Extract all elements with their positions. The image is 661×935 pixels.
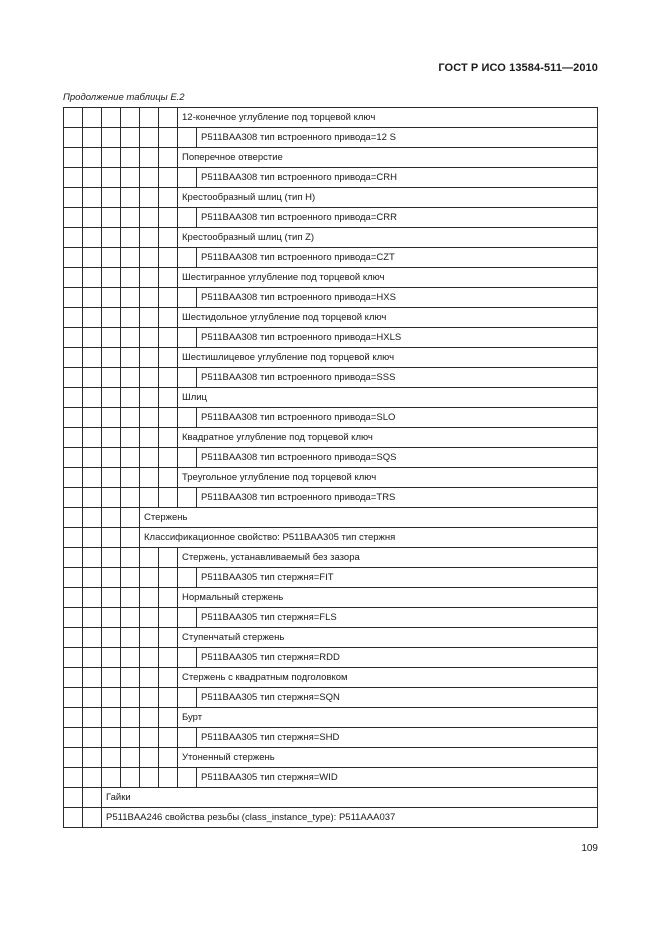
table-row xyxy=(64,408,598,428)
indent-cell xyxy=(121,628,140,648)
indent-cell xyxy=(140,228,159,248)
indent-cell xyxy=(178,328,197,348)
indent-cell xyxy=(159,288,178,308)
indent-cell xyxy=(159,728,178,748)
indent-cell xyxy=(83,628,102,648)
indent-cell xyxy=(178,208,197,228)
indent-cell xyxy=(102,248,121,268)
table-row xyxy=(64,308,598,328)
indent-cell xyxy=(83,488,102,508)
indent-cell xyxy=(121,548,140,568)
indent-cell xyxy=(121,288,140,308)
indent-cell xyxy=(102,188,121,208)
indent-cell xyxy=(83,328,102,348)
indent-cell xyxy=(178,288,197,308)
indent-cell xyxy=(121,468,140,488)
indent-cell xyxy=(159,548,178,568)
table-row xyxy=(64,188,598,208)
indent-cell xyxy=(178,608,197,628)
row-text: Стержень, устанавливаемый без зазора xyxy=(178,548,598,568)
indent-cell xyxy=(102,288,121,308)
indent-cell xyxy=(83,148,102,168)
row-text: P511BAA305 тип стержня=WID xyxy=(197,768,598,788)
row-text: P511BAA305 тип стержня=FIT xyxy=(197,568,598,588)
indent-cell xyxy=(140,428,159,448)
indent-cell xyxy=(121,728,140,748)
row-text: P511BAA308 тип встроенного привода=CRR xyxy=(197,208,598,228)
indent-cell xyxy=(64,268,83,288)
indent-cell xyxy=(64,748,83,768)
indent-cell xyxy=(64,528,83,548)
indent-cell xyxy=(64,648,83,668)
document-header: ГОСТ Р ИСО 13584-511—2010 xyxy=(438,62,598,74)
indent-cell xyxy=(102,168,121,188)
indent-cell xyxy=(178,728,197,748)
classification-table xyxy=(63,107,598,828)
indent-cell xyxy=(102,408,121,428)
indent-cell xyxy=(64,248,83,268)
row-text: P511BAA308 тип встроенного привода=HXS xyxy=(197,288,598,308)
indent-cell xyxy=(102,348,121,368)
table-row xyxy=(64,728,598,748)
indent-cell xyxy=(121,588,140,608)
indent-cell xyxy=(178,248,197,268)
indent-cell xyxy=(121,348,140,368)
indent-cell xyxy=(121,248,140,268)
indent-cell xyxy=(83,348,102,368)
row-text: Утоненный стержень xyxy=(178,748,598,768)
indent-cell xyxy=(83,168,102,188)
indent-cell xyxy=(140,468,159,488)
indent-cell xyxy=(102,528,121,548)
indent-cell xyxy=(159,468,178,488)
indent-cell xyxy=(121,768,140,788)
indent-cell xyxy=(159,688,178,708)
indent-cell xyxy=(159,408,178,428)
indent-cell xyxy=(83,588,102,608)
indent-cell xyxy=(121,168,140,188)
row-text: P511BAA308 тип встроенного привода=SSS xyxy=(197,368,598,388)
indent-cell xyxy=(64,608,83,628)
row-text: P511BAA308 тип встроенного привода=SLO xyxy=(197,408,598,428)
indent-cell xyxy=(83,748,102,768)
indent-cell xyxy=(102,128,121,148)
indent-cell xyxy=(121,748,140,768)
indent-cell xyxy=(64,588,83,608)
indent-cell xyxy=(121,188,140,208)
indent-cell xyxy=(102,548,121,568)
indent-cell xyxy=(102,488,121,508)
row-text: Крестообразный шлиц (тип Z) xyxy=(178,228,598,248)
row-text: Гайки xyxy=(102,788,598,808)
indent-cell xyxy=(83,268,102,288)
indent-cell xyxy=(140,148,159,168)
row-text: Ступенчатый стержень xyxy=(178,628,598,648)
indent-cell xyxy=(121,708,140,728)
indent-cell xyxy=(64,768,83,788)
indent-cell xyxy=(83,788,102,808)
indent-cell xyxy=(178,408,197,428)
indent-cell xyxy=(83,388,102,408)
indent-cell xyxy=(83,288,102,308)
indent-cell xyxy=(83,688,102,708)
row-text: P511BAA305 тип стержня=FLS xyxy=(197,608,598,628)
indent-cell xyxy=(64,808,83,828)
page-number: 109 xyxy=(581,843,598,854)
table-row xyxy=(64,768,598,788)
indent-cell xyxy=(159,128,178,148)
indent-cell xyxy=(159,228,178,248)
indent-cell xyxy=(102,608,121,628)
indent-cell xyxy=(121,108,140,128)
row-text: Шестигранное углубление под торцевой ключ xyxy=(178,268,598,288)
indent-cell xyxy=(64,568,83,588)
indent-cell xyxy=(102,448,121,468)
indent-cell xyxy=(102,688,121,708)
indent-cell xyxy=(83,208,102,228)
table-row xyxy=(64,288,598,308)
indent-cell xyxy=(159,108,178,128)
indent-cell xyxy=(159,248,178,268)
indent-cell xyxy=(83,668,102,688)
table-row xyxy=(64,608,598,628)
table-row xyxy=(64,388,598,408)
row-text: P511BAA308 тип встроенного привода=12 S xyxy=(197,128,598,148)
indent-cell xyxy=(140,628,159,648)
row-text: Шестишлицевое углубление под торцевой ключ xyxy=(178,348,598,368)
row-text: Квадратное углубление под торцевой ключ xyxy=(178,428,598,448)
indent-cell xyxy=(159,748,178,768)
table-row xyxy=(64,688,598,708)
indent-cell xyxy=(102,148,121,168)
indent-cell xyxy=(140,328,159,348)
indent-cell xyxy=(102,208,121,228)
indent-cell xyxy=(121,228,140,248)
indent-cell xyxy=(83,508,102,528)
row-text: P511BAA305 тип стержня=SQN xyxy=(197,688,598,708)
indent-cell xyxy=(102,328,121,348)
indent-cell xyxy=(121,428,140,448)
row-text: P511BAA308 тип встроенного привода=CZT xyxy=(197,248,598,268)
indent-cell xyxy=(121,528,140,548)
indent-cell xyxy=(140,608,159,628)
indent-cell xyxy=(121,408,140,428)
table-row xyxy=(64,628,598,648)
indent-cell xyxy=(121,508,140,528)
indent-cell xyxy=(64,168,83,188)
indent-cell xyxy=(83,108,102,128)
row-text: P511BAA305 тип стержня=SHD xyxy=(197,728,598,748)
table-row xyxy=(64,168,598,188)
indent-cell xyxy=(83,228,102,248)
indent-cell xyxy=(140,288,159,308)
indent-cell xyxy=(121,488,140,508)
row-text: 12-конечное углубление под торцевой ключ xyxy=(178,108,598,128)
indent-cell xyxy=(140,408,159,428)
indent-cell xyxy=(159,348,178,368)
indent-cell xyxy=(178,688,197,708)
indent-cell xyxy=(64,128,83,148)
indent-cell xyxy=(140,548,159,568)
row-text: P511BAA308 тип встроенного привода=HXLS xyxy=(197,328,598,348)
indent-cell xyxy=(121,328,140,348)
row-text: Треугольное углубление под торцевой ключ xyxy=(178,468,598,488)
table-row xyxy=(64,528,598,548)
indent-cell xyxy=(102,508,121,528)
indent-cell xyxy=(140,648,159,668)
indent-cell xyxy=(140,168,159,188)
indent-cell xyxy=(140,768,159,788)
indent-cell xyxy=(83,368,102,388)
indent-cell xyxy=(64,208,83,228)
table-row xyxy=(64,228,598,248)
indent-cell xyxy=(159,648,178,668)
indent-cell xyxy=(121,148,140,168)
indent-cell xyxy=(140,588,159,608)
indent-cell xyxy=(159,148,178,168)
indent-cell xyxy=(64,328,83,348)
indent-cell xyxy=(64,188,83,208)
row-text: Стержень xyxy=(140,508,598,528)
indent-cell xyxy=(178,368,197,388)
indent-cell xyxy=(121,608,140,628)
row-text: P511BAA308 тип встроенного привода=TRS xyxy=(197,488,598,508)
indent-cell xyxy=(102,628,121,648)
indent-cell xyxy=(83,448,102,468)
indent-cell xyxy=(64,348,83,368)
indent-cell xyxy=(140,568,159,588)
indent-cell xyxy=(83,708,102,728)
indent-cell xyxy=(64,708,83,728)
indent-cell xyxy=(121,448,140,468)
row-text: Шестидольное углубление под торцевой ключ xyxy=(178,308,598,328)
row-text: P511BAA308 тип встроенного привода=CRH xyxy=(197,168,598,188)
indent-cell xyxy=(83,188,102,208)
row-text: P511BAA308 тип встроенного привода=SQS xyxy=(197,448,598,468)
indent-cell xyxy=(64,728,83,748)
indent-cell xyxy=(159,368,178,388)
indent-cell xyxy=(140,668,159,688)
indent-cell xyxy=(64,548,83,568)
indent-cell xyxy=(64,368,83,388)
indent-cell xyxy=(159,668,178,688)
indent-cell xyxy=(102,588,121,608)
indent-cell xyxy=(121,648,140,668)
indent-cell xyxy=(159,168,178,188)
indent-cell xyxy=(83,608,102,628)
indent-cell xyxy=(64,308,83,328)
table-row xyxy=(64,748,598,768)
indent-cell xyxy=(140,128,159,148)
table-row xyxy=(64,348,598,368)
indent-cell xyxy=(102,468,121,488)
indent-cell xyxy=(140,688,159,708)
indent-cell xyxy=(140,268,159,288)
table-row xyxy=(64,468,598,488)
table-row xyxy=(64,488,598,508)
indent-cell xyxy=(64,388,83,408)
indent-cell xyxy=(102,428,121,448)
indent-cell xyxy=(140,348,159,368)
indent-cell xyxy=(83,428,102,448)
table-row xyxy=(64,148,598,168)
indent-cell xyxy=(102,728,121,748)
indent-cell xyxy=(102,268,121,288)
indent-cell xyxy=(64,448,83,468)
indent-cell xyxy=(102,768,121,788)
table-row xyxy=(64,368,598,388)
indent-cell xyxy=(121,268,140,288)
indent-cell xyxy=(83,548,102,568)
indent-cell xyxy=(102,228,121,248)
indent-cell xyxy=(140,368,159,388)
table-row xyxy=(64,788,598,808)
indent-cell xyxy=(83,648,102,668)
indent-cell xyxy=(178,648,197,668)
indent-cell xyxy=(83,308,102,328)
indent-cell xyxy=(178,768,197,788)
indent-cell xyxy=(159,268,178,288)
indent-cell xyxy=(102,748,121,768)
indent-cell xyxy=(159,188,178,208)
table-row xyxy=(64,568,598,588)
indent-cell xyxy=(64,108,83,128)
indent-cell xyxy=(83,768,102,788)
indent-cell xyxy=(140,748,159,768)
indent-cell xyxy=(102,668,121,688)
table-row xyxy=(64,128,598,148)
indent-cell xyxy=(178,448,197,468)
indent-cell xyxy=(159,708,178,728)
table-row xyxy=(64,808,598,828)
table-row xyxy=(64,668,598,688)
indent-cell xyxy=(159,568,178,588)
indent-cell xyxy=(121,368,140,388)
indent-cell xyxy=(64,508,83,528)
table-row xyxy=(64,508,598,528)
indent-cell xyxy=(140,728,159,748)
indent-cell xyxy=(140,308,159,328)
indent-cell xyxy=(159,328,178,348)
indent-cell xyxy=(64,428,83,448)
table-row xyxy=(64,208,598,228)
indent-cell xyxy=(83,408,102,428)
indent-cell xyxy=(178,128,197,148)
row-text: P511BAA305 тип стержня=RDD xyxy=(197,648,598,668)
indent-cell xyxy=(140,388,159,408)
indent-cell xyxy=(159,628,178,648)
indent-cell xyxy=(178,488,197,508)
indent-cell xyxy=(121,668,140,688)
indent-cell xyxy=(64,788,83,808)
indent-cell xyxy=(140,708,159,728)
table-row xyxy=(64,268,598,288)
table-row xyxy=(64,248,598,268)
indent-cell xyxy=(159,428,178,448)
indent-cell xyxy=(121,568,140,588)
indent-cell xyxy=(64,488,83,508)
indent-cell xyxy=(64,688,83,708)
indent-cell xyxy=(83,128,102,148)
indent-cell xyxy=(102,308,121,328)
indent-cell xyxy=(64,148,83,168)
indent-cell xyxy=(83,528,102,548)
row-text: Классификационное свойство: P511BAA305 тип стержня xyxy=(140,528,598,548)
indent-cell xyxy=(64,228,83,248)
indent-cell xyxy=(64,468,83,488)
indent-cell xyxy=(159,388,178,408)
indent-cell xyxy=(102,568,121,588)
indent-cell xyxy=(159,768,178,788)
indent-cell xyxy=(159,588,178,608)
indent-cell xyxy=(121,388,140,408)
indent-cell xyxy=(159,208,178,228)
table-row xyxy=(64,328,598,348)
row-text: Бурт xyxy=(178,708,598,728)
indent-cell xyxy=(140,488,159,508)
indent-cell xyxy=(178,568,197,588)
indent-cell xyxy=(102,368,121,388)
indent-cell xyxy=(159,448,178,468)
indent-cell xyxy=(121,208,140,228)
indent-cell xyxy=(140,448,159,468)
indent-cell xyxy=(140,188,159,208)
row-text: Стержень с квадратным подголовком xyxy=(178,668,598,688)
table-row xyxy=(64,428,598,448)
indent-cell xyxy=(83,808,102,828)
indent-cell xyxy=(83,248,102,268)
table-row xyxy=(64,448,598,468)
row-text: Шлиц xyxy=(178,388,598,408)
indent-cell xyxy=(140,108,159,128)
table-caption: Продолжение таблицы Е.2 xyxy=(63,92,185,103)
table-row xyxy=(64,708,598,728)
table-row xyxy=(64,588,598,608)
indent-cell xyxy=(64,668,83,688)
table-row xyxy=(64,548,598,568)
indent-cell xyxy=(140,208,159,228)
indent-cell xyxy=(102,108,121,128)
indent-cell xyxy=(159,608,178,628)
table-row xyxy=(64,108,598,128)
indent-cell xyxy=(102,388,121,408)
indent-cell xyxy=(121,688,140,708)
indent-cell xyxy=(121,308,140,328)
indent-cell xyxy=(121,128,140,148)
row-text: Нормальный стержень xyxy=(178,588,598,608)
indent-cell xyxy=(83,728,102,748)
indent-cell xyxy=(140,248,159,268)
indent-cell xyxy=(102,648,121,668)
indent-cell xyxy=(64,288,83,308)
indent-cell xyxy=(83,468,102,488)
indent-cell xyxy=(178,168,197,188)
indent-cell xyxy=(102,708,121,728)
row-text: Поперечное отверстие xyxy=(178,148,598,168)
indent-cell xyxy=(64,628,83,648)
row-text: P511BAA246 свойства резьбы (class_instance_type): P511AAA037 xyxy=(102,808,598,828)
table-row xyxy=(64,648,598,668)
indent-cell xyxy=(64,408,83,428)
row-text: Крестообразный шлиц (тип H) xyxy=(178,188,598,208)
indent-cell xyxy=(159,308,178,328)
indent-cell xyxy=(159,488,178,508)
indent-cell xyxy=(83,568,102,588)
